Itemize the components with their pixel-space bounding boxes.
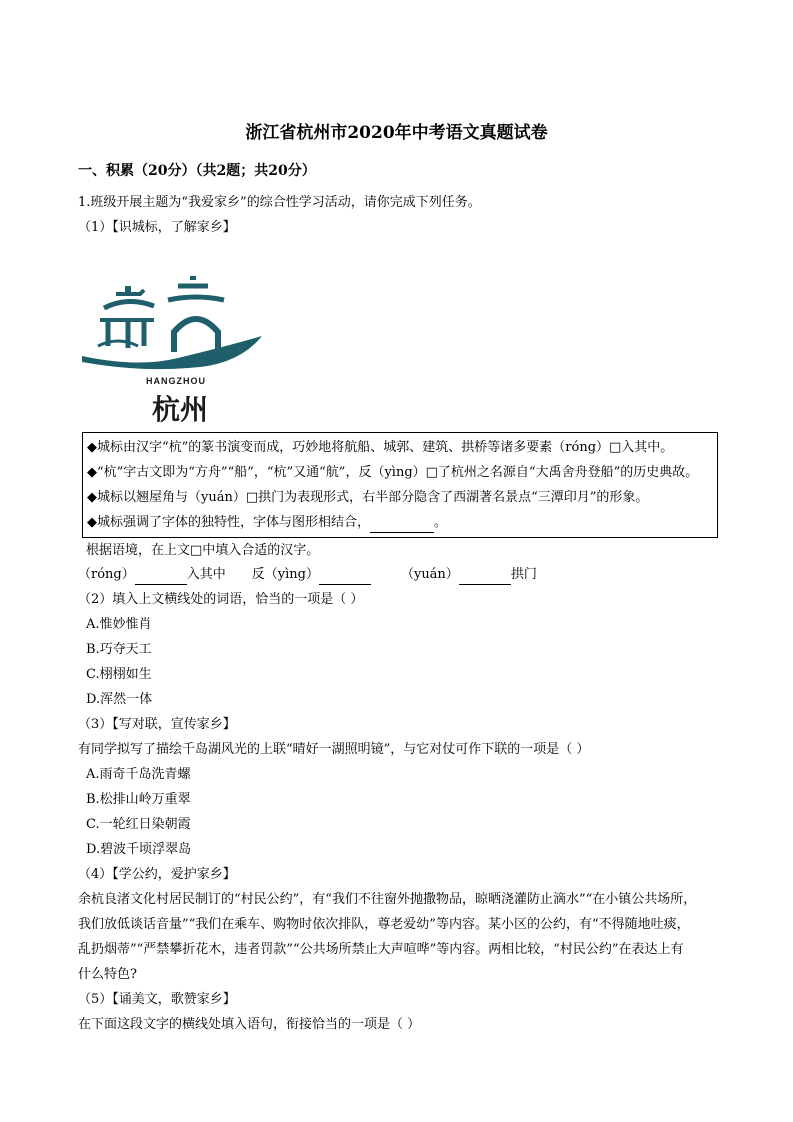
- subquestion-1: （1）【识城标，了解家乡】: [78, 220, 236, 235]
- answer-blank[interactable]: [370, 514, 434, 533]
- logo-info-box: [82, 432, 718, 538]
- question-3-text: 有同学拟写了描绘千岛湖风光的上联“晴好一湖照明镜”，与它对仗可作下联的一项是（ ）: [78, 742, 590, 757]
- question-1-intro: 1.班级开展主题为“我爱家乡”的综合性学习活动，请你完成下列任务。: [78, 195, 481, 210]
- option-3c[interactable]: C.一轮红日染朝霞: [86, 817, 191, 832]
- fill-c-suffix: 拱门: [510, 567, 537, 582]
- subquestion-5: （5）【诵美文，歌赞家乡】: [78, 992, 236, 1007]
- option-2b[interactable]: B.巧夺天工: [86, 642, 152, 657]
- question-4-line-1: 余杭良渚文化村居民制订的“村民公约”，有“我们不往窗外抛撒物品，晾晒浇灌防止滴水”“在小镇公共场所，: [78, 892, 697, 907]
- question-5-text: 在下面这段文字的横线处填入语句，衔接恰当的一项是（ ）: [78, 1017, 421, 1032]
- fill-a-suffix: 入其中: [186, 567, 226, 582]
- fill-blank-yuan[interactable]: [459, 566, 511, 585]
- info-line-2: ◆“杭”字古文即为“方舟”“船”，“杭”又通“航”，反（yìng）□了杭州之名源自“大禹舍舟登船”的历史典故。: [87, 465, 699, 480]
- fill-blanks-row: [78, 566, 537, 585]
- question-4-line-4: 什么特色?: [78, 967, 137, 982]
- fill-a-label: （róng）: [78, 567, 135, 582]
- info-line-3: ◆城标以翘屋角与（yuán）□拱门为表现形式，右半部分隐含了西湖著名景点“三潭印月”的形象。: [87, 490, 649, 505]
- option-3a[interactable]: A.雨奇千岛洗青螺: [86, 767, 191, 782]
- info-line-1: ◆城标由汉字“杭”的篆书演变而成，巧妙地将航船、城郭、建筑、拱桥等诸多要素（róng）□入其中。: [87, 440, 674, 455]
- subquestion-4: （4）【学公约，爱护家乡】: [78, 867, 236, 882]
- info-line-4: ◆城标强调了字体的独特性，字体与图形相结合， 。: [87, 514, 447, 533]
- fill-c-label: （yuán）: [400, 567, 459, 582]
- logo-english-text: HANGZHOU: [146, 376, 206, 386]
- fill-blank-rong[interactable]: [135, 566, 187, 585]
- option-2d[interactable]: D.浑然一体: [86, 692, 153, 707]
- option-3b[interactable]: B.松排山岭万重翠: [86, 792, 191, 807]
- option-2a[interactable]: A.惟妙惟肖: [86, 617, 152, 632]
- subquestion-2: （2）填入上文横线处的词语，恰当的一项是（ ）: [78, 592, 364, 607]
- fill-b-label: 反（yìng）: [251, 567, 319, 582]
- option-3d[interactable]: D.碧波千顷浮翠岛: [86, 842, 192, 857]
- question-4-line-2: 我们放低谈话音量”“我们在乘车、购物时依次排队，尊老爱幼”等内容。某小区的公约，有“不得随地吐痰，: [78, 917, 690, 932]
- question-4-line-3: 乱扔烟蒂”“严禁攀折花木，违者罚款”“公共场所禁止大声喧哗”等内容。两相比较，“村民公约”在表达上有: [78, 942, 684, 957]
- fill-blank-ying[interactable]: [319, 566, 371, 585]
- subquestion-3: （3）【写对联，宣传家乡】: [78, 717, 236, 732]
- fill-instruction: 根据语境，在上文□中填入合适的汉字。: [86, 543, 320, 558]
- hangzhou-city-logo: [78, 276, 268, 426]
- option-2c[interactable]: C.栩栩如生: [86, 667, 152, 682]
- logo-chinese-text: 杭州: [152, 393, 209, 426]
- section-heading: 一、积累（20分）（共2题；共20分）: [78, 163, 316, 179]
- info-line-4-text: ◆城标强调了字体的独特性，字体与图形相结合，: [87, 515, 370, 530]
- page-title: 浙江省杭州市2020年中考语文真题试卷: [245, 123, 548, 143]
